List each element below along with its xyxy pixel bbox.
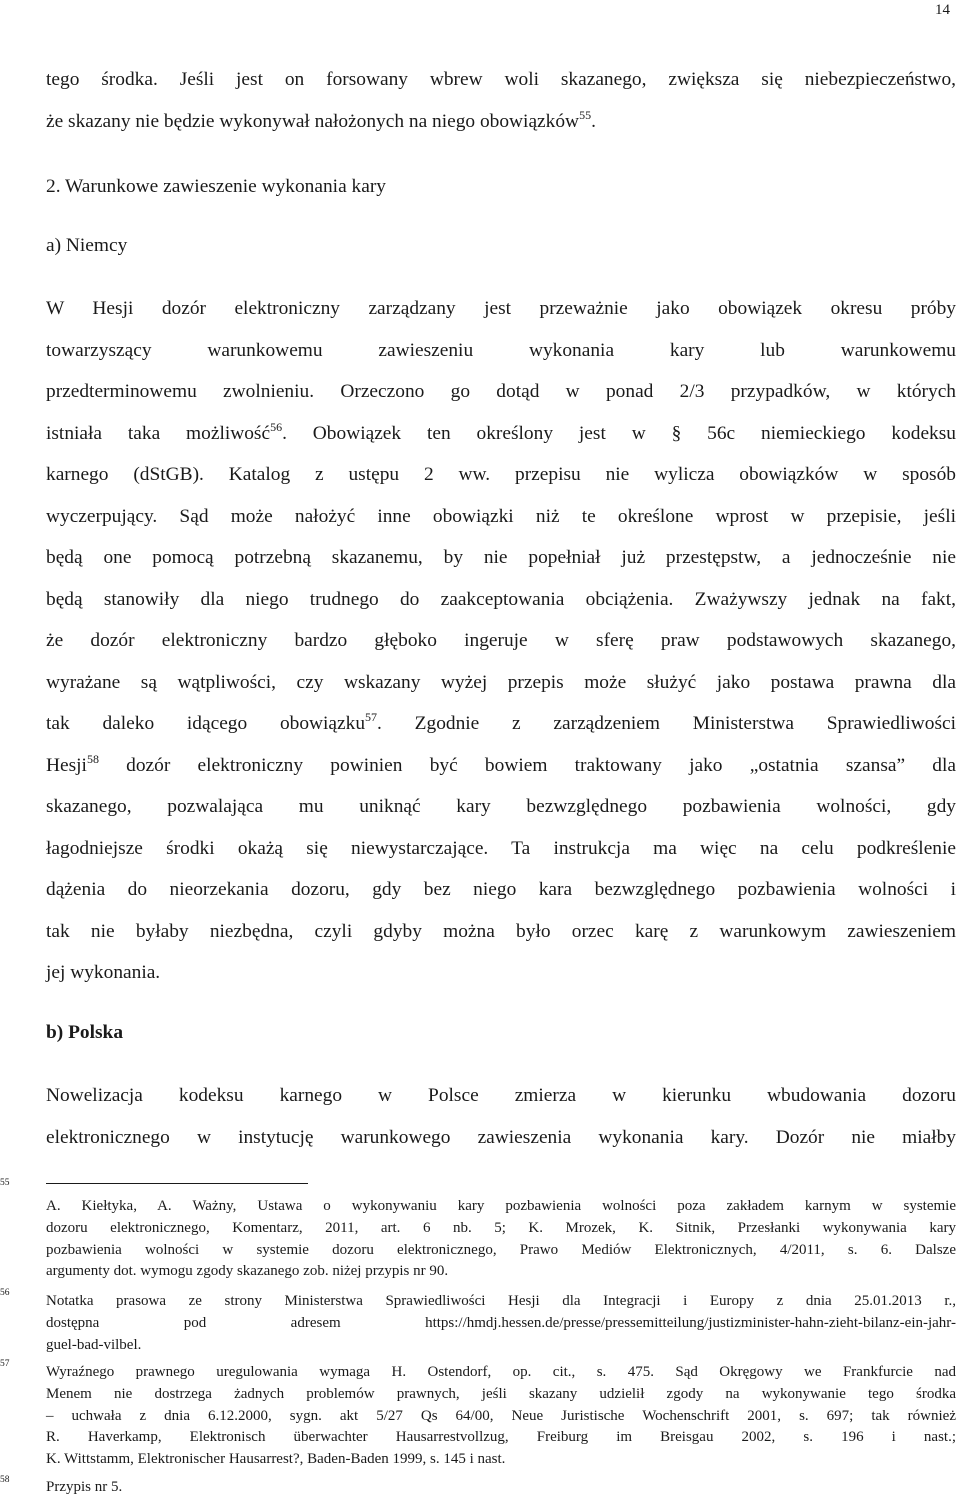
footnote-line: pozbawienia wolności w systemie dozoru elektronicznego, Prawo Mediów Elektronicznych, 4/2011, s. 6. Dalsze <box>46 1241 956 1258</box>
paragraph-line <box>46 745 956 787</box>
paragraph-text: . Zgodnie z zarządzeniem Ministerstwa Sprawiedliwości <box>377 713 956 734</box>
subsection-heading-a: a) Niemcy <box>46 235 128 256</box>
paragraph-line: skazanego, pozwalająca mu uniknąć kary bezwzględnego pozbawienia wolności, gdy <box>46 796 956 817</box>
paragraph-line: Nowelizacja kodeksu karnego w Polsce zmierza w kierunku wbudowania dozoru <box>46 1085 956 1106</box>
section-heading: 2. Warunkowe zawieszenie wykonania kary <box>46 176 386 197</box>
footnote-line: – uchwała z dnia 6.12.2000, sygn. akt 5/27 Qs 64/00, Neue Juristische Wochenschrift 2001, s. 697; tak również <box>46 1407 956 1424</box>
paragraph-line: że dozór elektroniczny bardzo głęboko ingeruje w sferę praw podstawowych skazanego, <box>46 630 956 651</box>
paragraph-line: towarzyszący warunkowemu zawieszeniu wykonania kary lub warunkowemu <box>46 339 956 361</box>
footnote-number: 58 <box>0 1475 10 1485</box>
footnote-ref-56[interactable]: 56 <box>270 419 283 434</box>
footnote-number: 55 <box>0 1178 10 1188</box>
intro-line-2-end: . <box>591 110 596 132</box>
paragraph-line: będą stanowiły dla niego trudnego do zaakceptowania obciążenia. Zważywszy jednak na fakt, <box>46 588 956 610</box>
footnote-line: R. Haverkamp, Elektronisch überwachter Hausarrestvollzug, Freiburg im Breisgau 2002, s. 196 i nast.; <box>46 1429 956 1446</box>
paragraph-line: tak nie byłaby niezbędna, czyli gdyby można było orzec karę z warunkowym zawieszeniem <box>46 920 956 942</box>
paragraph-text: istniała taka możliwość <box>46 422 271 444</box>
footnote-58 <box>46 1477 956 1499</box>
footnote-line: Wyraźnego prawnego uregulowania wymaga H. Ostendorf, op. cit., s. 475. Sąd Okręgowy we Frankfurcie nad <box>46 1364 956 1380</box>
paragraph-niemcy <box>46 288 956 994</box>
footnote-line: A. Kiełtyka, A. Ważny, Ustawa o wykonywaniu kary pozbawienia wolności poza zakładem karnym w systemie <box>46 1198 956 1214</box>
paragraph-line: dążenia do nieorzekania dozoru, gdy bez niego kara bezwzględnego pozbawienia wolności i <box>46 879 956 900</box>
subsection-heading-b: b) Polska <box>46 1022 124 1043</box>
footnote-ref-57[interactable]: 57 <box>365 710 378 724</box>
intro-paragraph <box>46 59 956 142</box>
paragraph-line: wyczerpujący. Sąd może nałożyć inne obowiązki niż te określone wprost w przepisie, jeśli <box>46 505 956 527</box>
footnote-separator <box>46 1183 308 1184</box>
paragraph-line: jej wykonania. <box>46 962 161 983</box>
paragraph-line: elektronicznego w instytucję warunkowego zawieszenia wykonania kary. Dozór nie miałby <box>46 1126 956 1148</box>
paragraph-line: karnego (dStGB). Katalog z ustępu 2 ww. przepisu nie wylicza obowiązków w sposób <box>46 464 956 485</box>
paragraph-polska <box>46 1075 956 1158</box>
footnote-number: 56 <box>0 1288 10 1298</box>
paragraph-line: będą one pomocą potrzebną skazanemu, by nie popełniał już przestępstw, a jednocześnie nie <box>46 547 956 568</box>
paragraph-text: dozór elektroniczny powinien być bowiem traktowany jako „ostatnia szansa” dla <box>98 754 956 776</box>
page-number: 14 <box>935 2 950 18</box>
paragraph-line <box>46 413 956 455</box>
paragraph-line: łagodniejsze środki okażą się niewystarczające. Ta instrukcja ma więc na celu podkreślenie <box>46 837 956 859</box>
footnote-line: dostępna pod adresem https://hmdj.hessen.de/presse/pressemitteilung/justizminister-hahn-zieht-bilanz-ein-jahr- <box>46 1314 956 1331</box>
footnote-55 <box>46 1196 956 1283</box>
footnote-line: Notatka prasowa ze strony Ministerstwa Sprawiedliwości Hesji dla Integracji i Europy z dnia 25.01.2013 r., <box>46 1293 956 1309</box>
footnote-number: 57 <box>0 1359 10 1369</box>
footnote-56 <box>46 1291 956 1356</box>
intro-line-2 <box>46 101 956 143</box>
footnote-line: argumenty dot. wymogu zgody skazanego zob. niżej przypis nr 90. <box>46 1263 449 1280</box>
footnote-ref-55[interactable]: 55 <box>579 107 592 122</box>
paragraph-text: . Obowiązek ten określony jest w § 56c niemieckiego kodeksu <box>282 422 956 444</box>
paragraph-line <box>46 703 956 745</box>
footnote-ref-58[interactable]: 58 <box>86 751 99 766</box>
footnote-line: Menem nie dostrzega żadnych problemów prawnych, jeśli skazany udzielił zgody na wykonywanie tego środka <box>46 1385 956 1402</box>
paragraph-text: Hesji <box>46 754 87 776</box>
footnote-line: guel-bad-vilbel. <box>46 1336 142 1353</box>
intro-line-1: tego środka. Jeśli jest on forsowany wbrew woli skazanego, zwiększa się niebezpieczeństwo, <box>46 69 956 90</box>
intro-line-2-text: że skazany nie będzie wykonywał nałożonych na niego obowiązków <box>46 110 580 132</box>
footnote-line: dozoru elektronicznego, Komentarz, 2011, art. 6 nb. 5; K. Mrozek, K. Sitnik, Przesłanki wykonywania kary <box>46 1219 956 1236</box>
footnote-57 <box>46 1362 956 1471</box>
paragraph-text: tak daleko idącego obowiązku <box>46 713 366 734</box>
paragraph-line: przedterminowemu zwolnieniu. Orzeczono go dotąd w ponad 2/3 przypadków, w których <box>46 381 956 402</box>
footnote-line: K. Wittstamm, Elektronischer Hausarrest?, Baden-Baden 1999, s. 145 i nast. <box>46 1451 506 1468</box>
paragraph-line: W Hesji dozór elektroniczny zarządzany jest przeważnie jako obowiązek okresu próby <box>46 298 956 319</box>
paragraph-line: wyrażane są wątpliwości, czy wskazany wyżej przepis może służyć jako postawa prawna dla <box>46 671 956 693</box>
footnote-line: Przypis nr 5. <box>46 1479 123 1495</box>
